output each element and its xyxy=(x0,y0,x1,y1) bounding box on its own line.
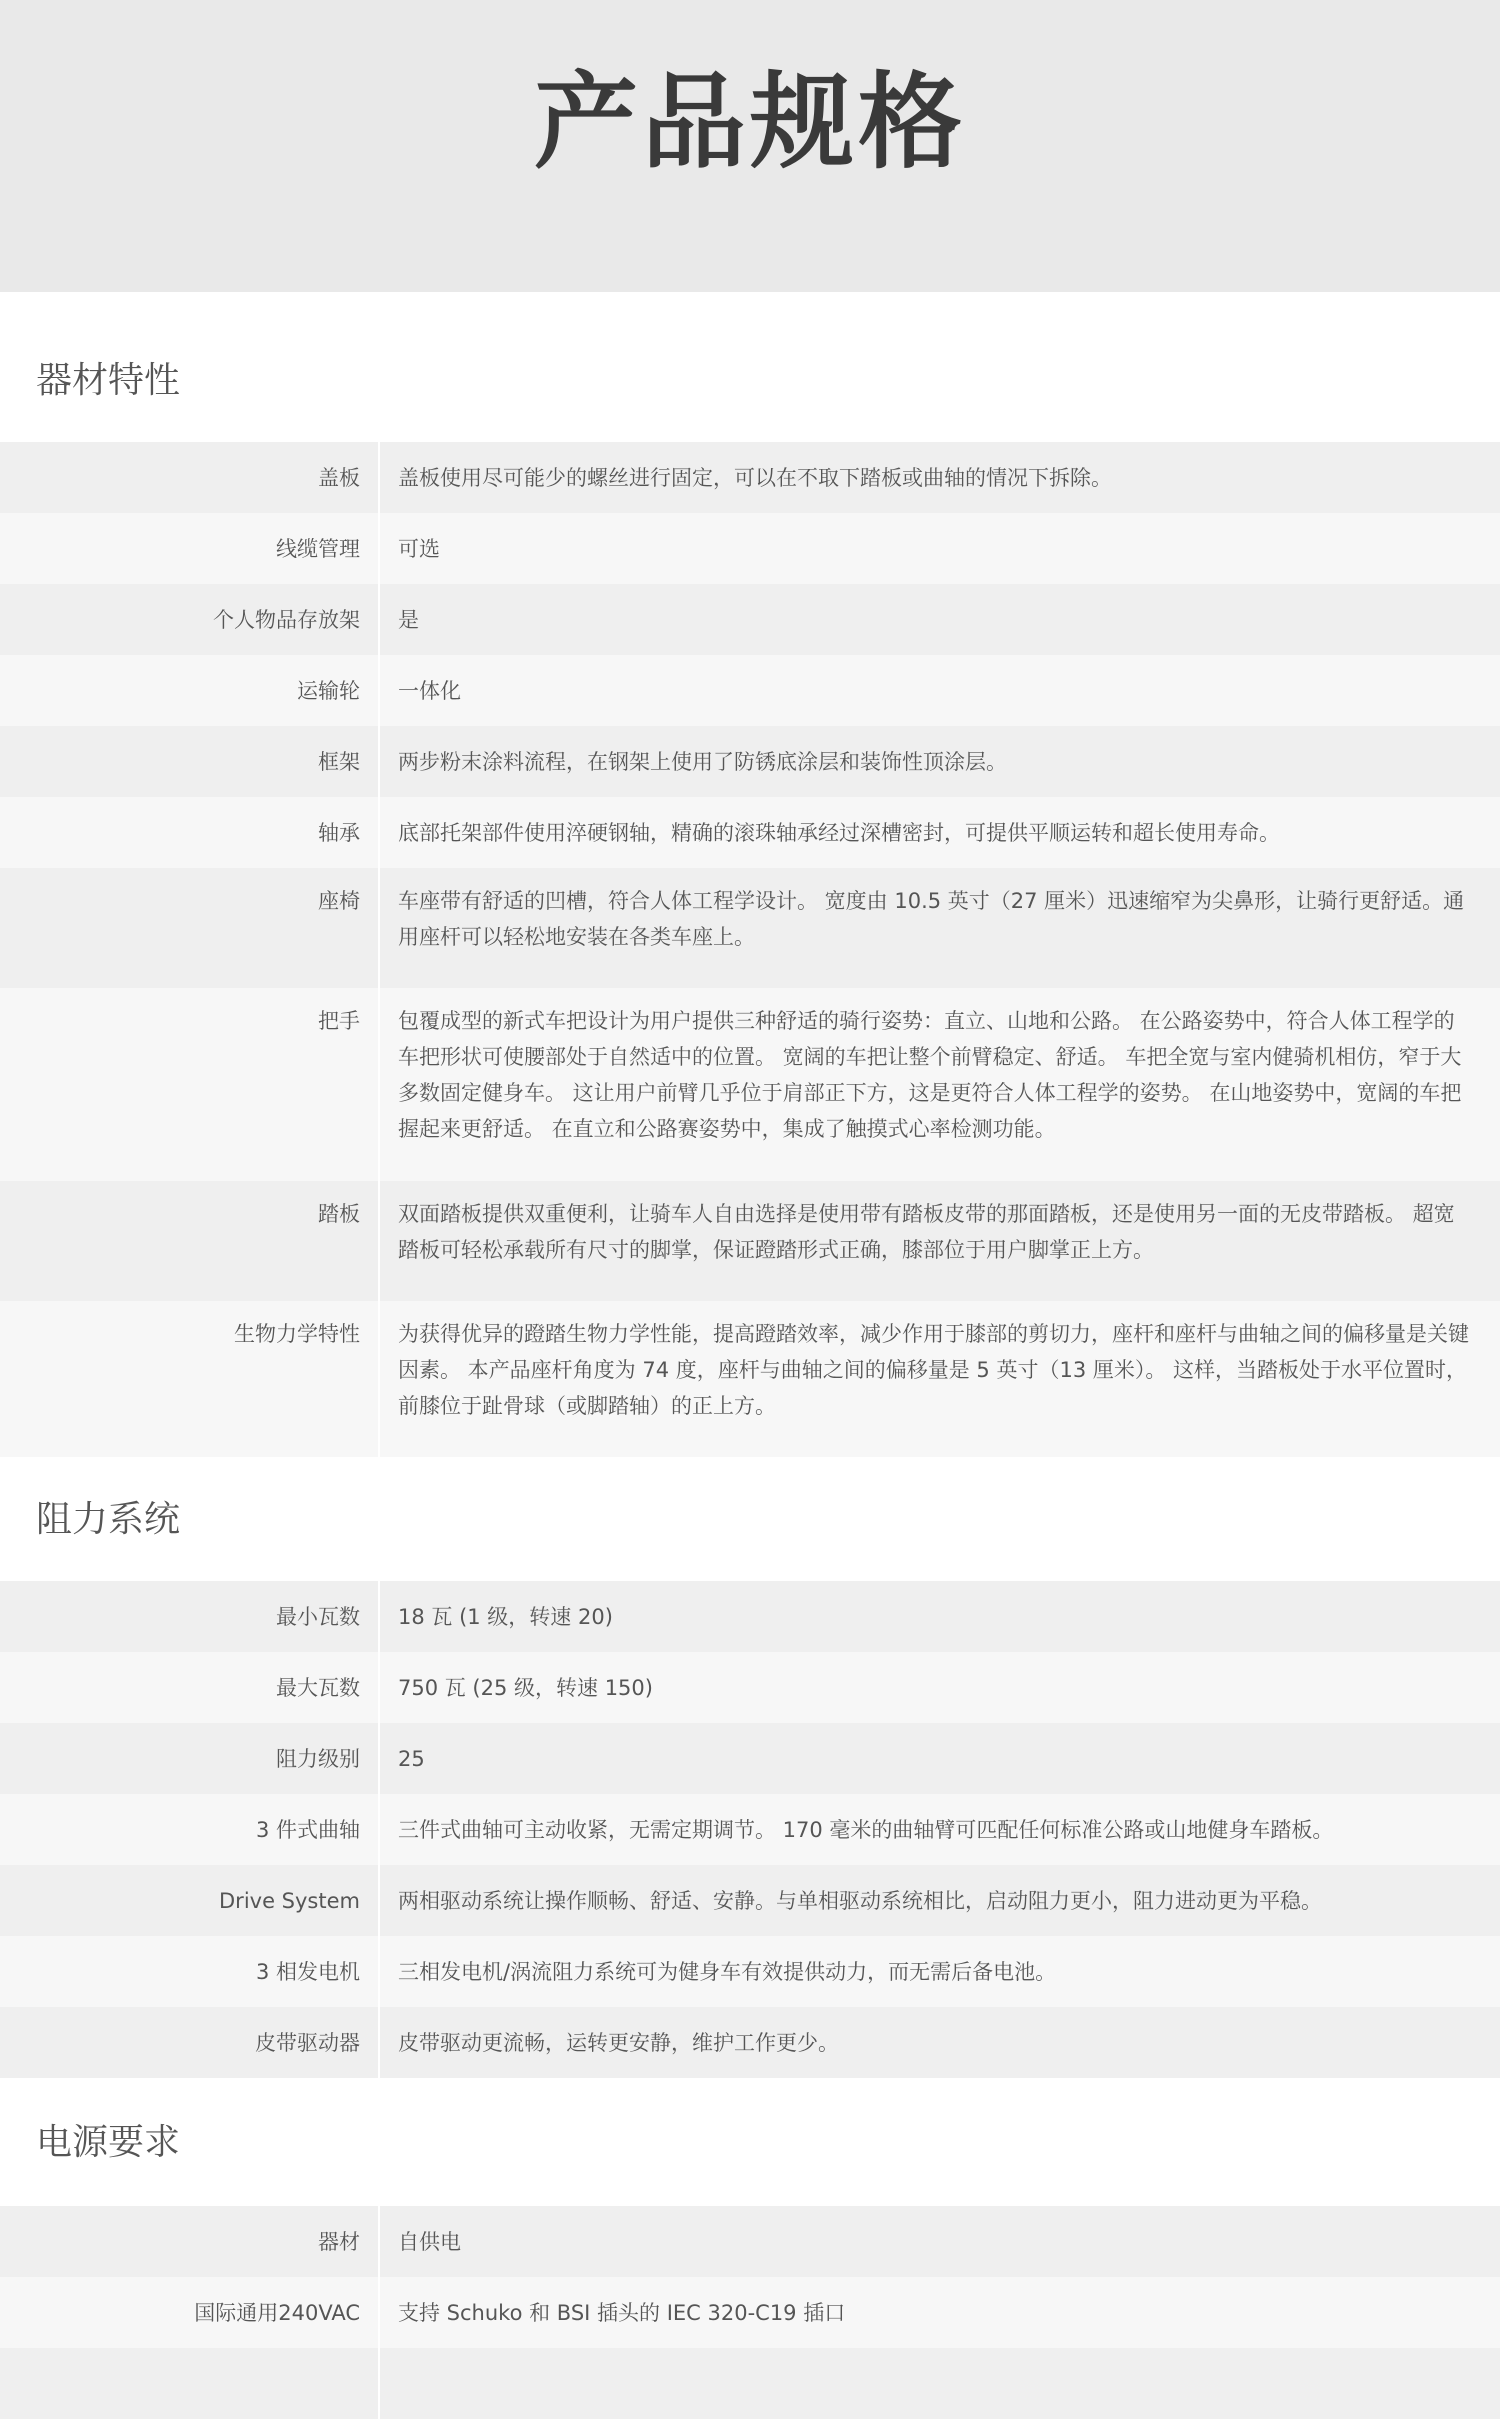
row-label: 器材 xyxy=(0,2206,379,2277)
table-row xyxy=(0,584,1500,655)
row-label: 踏板 xyxy=(0,1181,379,1301)
table-row xyxy=(0,442,1500,513)
row-value: 皮带驱动更流畅，运转更安静，维护工作更少。 xyxy=(398,2030,839,2055)
page-header xyxy=(0,0,1500,292)
row-value xyxy=(379,2348,1500,2419)
table-row xyxy=(0,1936,1500,2007)
row-value: 两相驱动系统让操作顺畅、舒适、安静。与单相驱动系统相比，启动阻力更小，阻力进动更为平稳。 xyxy=(398,1888,1322,1913)
row-label: 国际通用240VAC xyxy=(0,2277,379,2348)
row-value: 自供电 xyxy=(398,2229,461,2254)
section-title-resistance-system: 阻力系统 xyxy=(36,1499,181,1540)
row-label: 座椅 xyxy=(0,868,379,988)
table-row xyxy=(0,2206,1500,2277)
row-label: 轴承 xyxy=(0,797,379,868)
table-row xyxy=(0,1301,1500,1457)
row-label: 阻力级别 xyxy=(0,1723,379,1794)
table-row xyxy=(0,2007,1500,2078)
row-value: 可选 xyxy=(398,536,440,561)
spec-table-resistance-system xyxy=(0,1581,1500,2078)
row-label: 把手 xyxy=(0,988,379,1181)
row-label: 生物力学特性 xyxy=(0,1301,379,1457)
row-value: 支持 Schuko 和 BSI 插头的 IEC 320-C19 插口 xyxy=(398,2300,846,2325)
table-row xyxy=(0,868,1500,988)
table-row xyxy=(0,1723,1500,1794)
row-value: 盖板使用尽可能少的螺丝进行固定，可以在不取下踏板或曲轴的情况下拆除。 xyxy=(398,465,1112,490)
table-row xyxy=(0,513,1500,584)
row-value: 一体化 xyxy=(398,678,461,703)
row-value: 为获得优异的蹬踏生物力学性能，提高蹬踏效率，减少作用于膝部的剪切力，座杆和座杆与曲轴之间的偏移量是关键因素。 本产品座杆角度为 74 度，座杆与曲轴之间的偏移量是 5 英寸（13 厘米）。 这样，当踏板处于水平位置时，前膝位于趾骨球（或脚踏轴）的正上方。 xyxy=(398,1322,1469,1418)
section-title-power-requirements: 电源要求 xyxy=(36,2122,181,2163)
table-row xyxy=(0,1181,1500,1301)
row-label: 盖板 xyxy=(0,442,379,513)
page-title: 产品规格 xyxy=(533,61,966,183)
row-label: 框架 xyxy=(0,726,379,797)
table-row xyxy=(0,797,1500,868)
row-label: Drive System xyxy=(0,1865,379,1936)
row-label: 最小瓦数 xyxy=(0,1581,379,1652)
row-value: 三件式曲轴可主动收紧，无需定期调节。 170 毫米的曲轴臂可匹配任何标准公路或山地健身车踏板。 xyxy=(398,1817,1334,1842)
row-value: 三相发电机/涡流阻力系统可为健身车有效提供动力，而无需后备电池。 xyxy=(398,1959,1057,1984)
table-row xyxy=(0,726,1500,797)
row-label: 运输轮 xyxy=(0,655,379,726)
row-label: 皮带驱动器 xyxy=(0,2007,379,2078)
row-value: 18 瓦 (1 级，转速 20) xyxy=(398,1604,613,1629)
row-label: 3 件式曲轴 xyxy=(0,1794,379,1865)
row-label: 个人物品存放架 xyxy=(0,584,379,655)
row-value: 双面踏板提供双重便利，让骑车人自由选择是使用带有踏板皮带的那面踏板，还是使用另一面的无皮带踏板。 超宽踏板可轻松承载所有尺寸的脚掌，保证蹬踏形式正确，膝部位于用户脚掌正上方。 xyxy=(398,1202,1455,1262)
table-row xyxy=(0,2277,1500,2348)
table-row xyxy=(0,1794,1500,1865)
row-label xyxy=(0,2348,379,2419)
table-row xyxy=(0,1652,1500,1723)
section-title-equipment-features: 器材特性 xyxy=(36,360,181,401)
row-value: 包覆成型的新式车把设计为用户提供三种舒适的骑行姿势：直立、山地和公路。 在公路姿势中，符合人体工程学的车把形状可使腰部处于自然适中的位置。 宽阔的车把让整个前臂稳定、舒适。 车把全宽与室内健骑机相仿，窄于大多数固定健身车。 这让用户前臂几乎位于肩部正下方，这是更符合人体工程学的姿势。 在山地姿势中，宽阔的车把握起来更舒适。 在直立和公路赛姿势中，集成了触摸式心率检测功能。 xyxy=(398,1009,1462,1141)
table-row xyxy=(0,655,1500,726)
row-value: 是 xyxy=(398,607,419,632)
table-row xyxy=(0,988,1500,1181)
row-value: 两步粉末涂料流程，在钢架上使用了防锈底涂层和装饰性顶涂层。 xyxy=(398,749,1007,774)
spec-table-power-requirements xyxy=(0,2206,1500,2419)
table-row xyxy=(0,1581,1500,1652)
row-label: 线缆管理 xyxy=(0,513,379,584)
row-label: 最大瓦数 xyxy=(0,1652,379,1723)
row-label: 3 相发电机 xyxy=(0,1936,379,2007)
table-row xyxy=(0,2348,1500,2419)
spec-table-equipment-features xyxy=(0,442,1500,1457)
row-value: 25 xyxy=(398,1746,425,1771)
row-value: 750 瓦 (25 级，转速 150) xyxy=(398,1675,653,1700)
row-value: 车座带有舒适的凹槽，符合人体工程学设计。 宽度由 10.5 英寸（27 厘米）迅速缩窄为尖鼻形，让骑行更舒适。通用座杆可以轻松地安装在各类车座上。 xyxy=(398,889,1465,949)
row-value: 底部托架部件使用淬硬钢轴，精确的滚珠轴承经过深槽密封，可提供平顺运转和超长使用寿命。 xyxy=(398,820,1280,845)
table-row xyxy=(0,1865,1500,1936)
